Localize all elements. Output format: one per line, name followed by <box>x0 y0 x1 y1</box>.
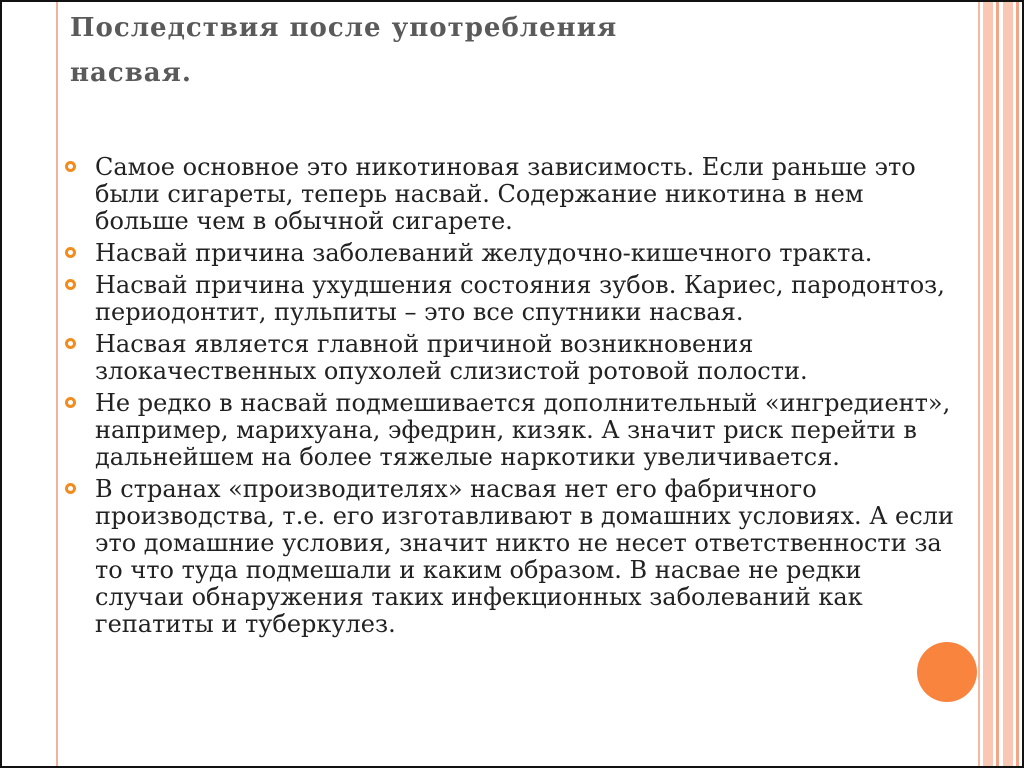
bullet-text: Самое основное это никотиновая зависимость. Если раньше это были сигареты, теперь насвай. Содержание никотина в нем больше чем в обычной сигарете. <box>95 153 916 235</box>
orange-ring-bullet-icon <box>65 161 76 172</box>
bullet-text: Насвая является главной причиной возникновения злокачественных опухолей слизистой ротовой полости. <box>95 330 808 385</box>
bullet-item <box>65 476 955 638</box>
bullet-list <box>65 154 955 643</box>
bullet-text: Насвай причина ухудшения состояния зубов. Кариес, пародонтоз, периодонтит, пульпиты – это все спутники насвая. <box>95 271 945 326</box>
stripe <box>978 2 980 766</box>
stripe <box>983 2 993 766</box>
bullet-text: В странах «производителях» насвая нет его фабричного производства, т.е. его изготавливают в домашних условиях. А если это домашние условия, значит никто не несет ответственности за то что туда подмешали и каким образом. В насвае не редки случаи обнаружения таких инфекционных заболеваний как гепатиты и туберкулез. <box>95 475 954 638</box>
bullet-text: Не редко в насвай подмешивается дополнительный «ингредиент», например, марихуана, эфедрин, кизяк. А значит риск перейти в дальнейшем на более тяжелые наркотики увеличивается. <box>95 389 951 471</box>
slide-title-line-2: насвая. <box>70 58 192 88</box>
left-rule <box>56 2 58 766</box>
slide-title <box>70 6 900 96</box>
orange-ring-bullet-icon <box>65 247 76 258</box>
bullet-item <box>65 154 955 235</box>
orange-ring-bullet-icon <box>65 483 76 494</box>
orange-circle-decoration <box>917 642 977 702</box>
right-decoration-stripes <box>978 2 1022 766</box>
bullet-text: Насвай причина заболеваний желудочно-кишечного тракта. <box>95 239 873 267</box>
orange-ring-bullet-icon <box>65 338 76 349</box>
orange-ring-bullet-icon <box>65 279 76 290</box>
stripe <box>996 2 999 766</box>
bullet-item <box>65 272 955 326</box>
bullet-item <box>65 390 955 471</box>
bullet-item <box>65 240 955 267</box>
orange-ring-bullet-icon <box>65 397 76 408</box>
slide-title-line-1: Последствия после употребления <box>70 13 618 43</box>
stripe <box>1003 2 1013 766</box>
bullet-item <box>65 331 955 385</box>
stripe <box>1016 2 1019 766</box>
